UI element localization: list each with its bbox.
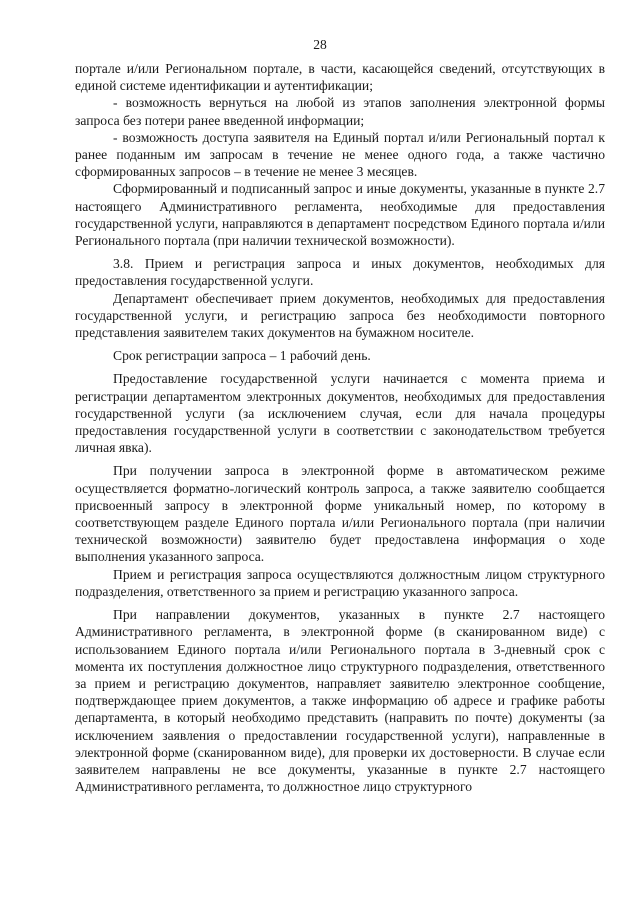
- list-item-access-to-requests: - возможность доступа заявителя на Единый портал и/или Региональный портал к ранее поданным им запросам в течение не менее одного года, а также частично сформированных запросов – в течение не менее 3 месяцев.: [75, 129, 605, 180]
- paragraph-responsible-official: Прием и регистрация запроса осуществляются должностным лицом структурного подразделения, ответственного за прием и регистрацию указанного запроса.: [75, 566, 605, 599]
- paragraph-formed-request: Сформированный и подписанный запрос и иные документы, указанные в пункте 2.7 настоящего Административного регламента, необходимые для предоставления государственной услуги, направляются в департамент посредством Единого портала и/или Регионального портала (при наличии технической возможности).: [75, 181, 605, 249]
- paragraph-scanned-documents: При направлении документов, указанных в пункте 2.7 настоящего Административного регламента, в электронной форме (в сканированном виде) с использованием Единого портала и/или Регионального портала в 3-дневный срок с момента их поступления должностное лицо структурного подразделения, ответственного за прием и регистрацию документов, направляет заявителю электронное сообщение, подтверждающее прием документов, а также информацию об адресе и графике работы департамента, в который необходимо представить (направить по почте) документы (за исключением заявления о предоставлении государственной услуги), направленные в электронной форме (сканированном виде), для проверки их достоверности. В случае если заявителем направлены не все документы, указанные в пункте 2.7 настоящего Административного регламента, то должностное лицо структурного: [75, 607, 605, 795]
- paragraph-registration-term: Срок регистрации запроса – 1 рабочий день.: [113, 348, 371, 364]
- section-heading-3-8: 3.8. Прием и регистрация запроса и иных документов, необходимых для предоставления государственной услуги.: [75, 256, 605, 289]
- list-item-return-to-step: - возможность вернуться на любой из этапов заполнения электронной формы запроса без потери ранее введенной информации;: [75, 95, 605, 128]
- paragraph-automatic-control: При получении запроса в электронной форме в автоматическом режиме осуществляется форматно-логический контроль запроса, а также заявителю сообщается присвоенный запросу в электронной форме уникальный номер, по которому в соответствующем разделе Единого портала и/или Регионального портала (при наличии технической возможности) заявителю будет предоставлена информация о ходе выполнения указанного запроса.: [75, 463, 605, 565]
- page-number: 28: [313, 37, 327, 52]
- paragraph-department-provides: Департамент обеспечивает прием документов, необходимых для предоставления государственной услуги, и регистрацию запроса без необходимости повторного представления заявителем таких документов на бумажном носителе.: [75, 290, 605, 341]
- document-body: [75, 60, 605, 795]
- paragraph-continuation: порталe и/или Региональном портале, в части, касающейся сведений, отсутствующих в единой системе идентификации и аутентификации;: [75, 61, 605, 94]
- paragraph-service-start: Предоставление государственной услуги начинается с момента приема и регистрации департаментом электронных документов, необходимых для предоставления государственной услуги (за исключением случая, если для начала процедуры предоставления государственной услуги в соответствии с законодательством требуется личная явка).: [75, 371, 605, 456]
